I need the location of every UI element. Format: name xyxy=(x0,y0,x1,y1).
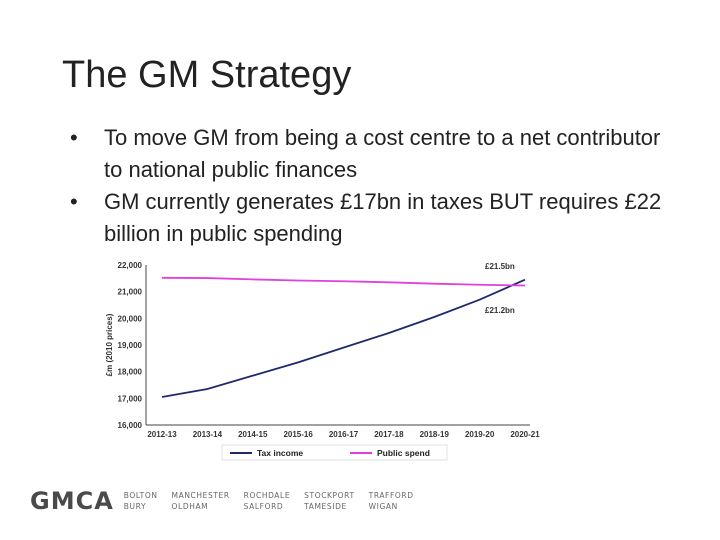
district-list xyxy=(124,490,414,512)
district-column xyxy=(172,490,230,512)
public-spend-line xyxy=(162,278,525,286)
district-name: TRAFFORD xyxy=(368,491,414,500)
y-tick-label: 16,000 xyxy=(117,421,142,430)
bullet-text: GM currently generates £17bn in taxes BUT requires £22 billion in public spending xyxy=(104,188,662,246)
y-tick-label: 17,000 xyxy=(117,394,142,404)
district-name: TAMESIDE xyxy=(304,502,347,511)
district-name: STOCKPORT xyxy=(304,491,355,500)
district-name: BOLTON xyxy=(123,491,158,500)
district-column xyxy=(304,490,354,512)
bullet-item xyxy=(62,122,682,186)
x-tick-label: 2012-13 xyxy=(147,430,177,439)
district-column xyxy=(369,490,414,512)
bullet-list xyxy=(62,122,682,250)
gmca-logo: GMCA xyxy=(30,487,114,515)
legend-label: Public spend xyxy=(377,448,430,458)
district-name: OLDHAM xyxy=(171,502,209,511)
footer xyxy=(30,486,414,516)
annotation-label: £21.2bn xyxy=(485,306,515,315)
district-name: WIGAN xyxy=(368,502,398,511)
y-tick-label: 21,000 xyxy=(117,287,142,297)
bullet-text: To move GM from being a cost centre to a net contributor to national public finances xyxy=(104,125,661,182)
tax-vs-spend-chart xyxy=(100,255,540,465)
x-tick-label: 2016-17 xyxy=(328,430,359,439)
tax-income-line xyxy=(162,280,525,397)
district-column xyxy=(124,490,158,512)
x-tick-label: 2017-18 xyxy=(374,430,404,439)
x-tick-label: 2019-20 xyxy=(464,430,495,439)
district-name: BURY xyxy=(123,502,147,511)
x-tick-label: 2018-19 xyxy=(419,430,449,439)
bullet-item xyxy=(62,186,682,250)
annotation-label: £21.5bn xyxy=(485,262,515,271)
bullet-dot-icon: • xyxy=(70,125,78,150)
district-name: ROCHDALE xyxy=(243,491,291,500)
y-axis-title: £m (2010 prices) xyxy=(105,313,114,377)
district-name: SALFORD xyxy=(243,502,284,511)
x-tick-label: 2020-21 xyxy=(510,430,540,439)
slide-title: The GM Strategy xyxy=(62,54,352,96)
y-tick-label: 20,000 xyxy=(117,314,142,324)
y-tick-label: 22,000 xyxy=(117,261,142,270)
y-tick-label: 18,000 xyxy=(117,367,142,377)
bullet-dot-icon: • xyxy=(70,188,78,214)
legend-label: Tax income xyxy=(257,448,304,458)
district-name: MANCHESTER xyxy=(171,491,230,500)
x-tick-label: 2013-14 xyxy=(192,430,223,439)
x-tick-label: 2014-15 xyxy=(238,430,268,439)
district-column xyxy=(244,490,290,512)
x-tick-label: 2015-16 xyxy=(283,430,313,439)
y-tick-label: 19,000 xyxy=(117,341,142,350)
